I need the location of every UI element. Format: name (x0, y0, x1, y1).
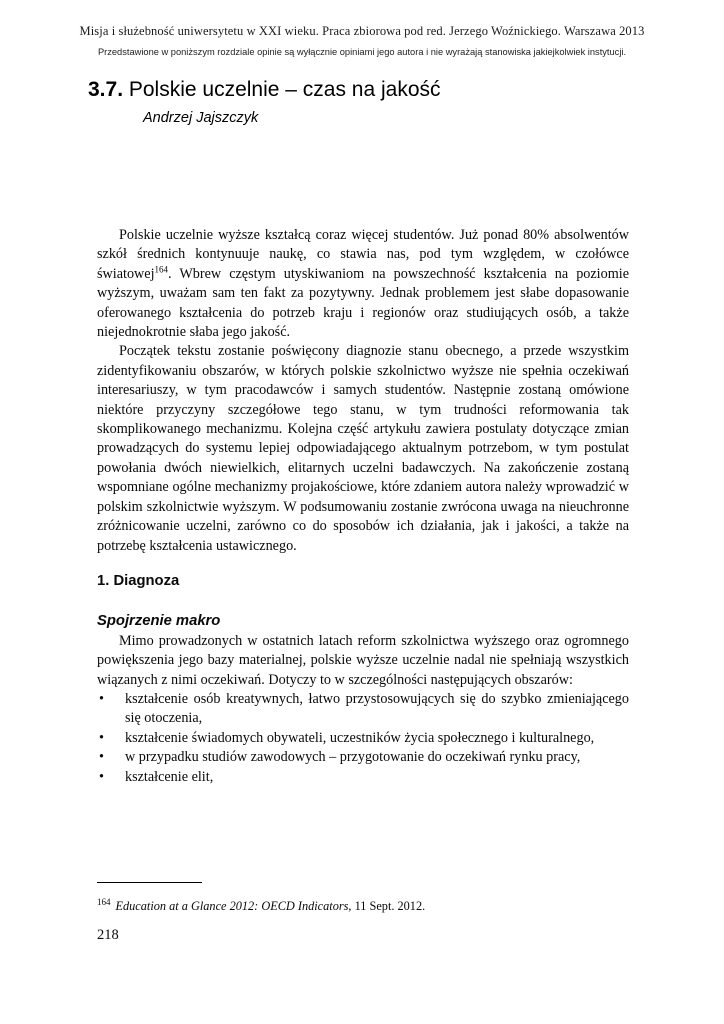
bullet-list (97, 690, 629, 787)
list-item-text: kształcenie osób kreatywnych, łatwo przystosowujących się do szybko zmieniającego się otoczenia, (125, 690, 629, 727)
paragraph-macro: Mimo prowadzonych w ostatnich latach reform szkolnictwa wyższego oraz ogromnego powiększenia jego bazy materialnej, polskie wyższe uczelnie nadal nie spełniają wszystkich wiązanych z nimi oczekiwań. Dotyczy to w szczególności następujących obszarów: (97, 632, 629, 688)
chapter-number: 3.7. (88, 78, 124, 101)
list-item-text: kształcenie elit, (125, 768, 214, 785)
list-item-text: kształcenie świadomych obywateli, uczestników życia społecznego i kulturalnego, (125, 729, 595, 746)
chapter-heading (88, 77, 630, 103)
author-name: Andrzej Jajszczyk (143, 110, 259, 126)
paragraph-1 (97, 226, 629, 342)
page-number: 218 (97, 927, 119, 944)
list-item (97, 690, 629, 729)
footnote-date: 11 Sept. 2012. (351, 899, 426, 914)
chapter-title: Polskie uczelnie – czas na jakość (123, 78, 441, 101)
bullet-icon: • (99, 729, 104, 746)
subsection-heading-spojrzenie-makro: Spojrzenie makro (97, 613, 221, 630)
bullet-icon: • (99, 749, 104, 766)
footnote-separator-rule (97, 882, 202, 883)
paragraph-2: Początek tekstu zostanie poświęcony diagnozie stanu obecnego, a przede wszystkim zidentyfikowaniu obszarów, w których polskie szkolnictwo wyższe nie spełnia oczekiwań interesariuszy, w tym pracodawców i samych studentów. Następnie zostaną omówione niektóre przyczyny szczegółowe tego stanu, w tym trudności reformowania tak skomplikowanego mechanizmu. Kolejna część artykułu zawiera postulaty dotyczące zmian prowadzących do systemu lepiej odpowiadającego aktualnym potrzebom, w tym postulat powołania dwóch niewielkich, elitarnych uczelni badawczych. Na zakończenie zostaną wspomniane ogólne mechanizmy projakościowe, które zdaniem autora należy wprowadzić w polskim szkolnictwie wyższym. W podsumowaniu zostanie zwrócona uwaga na nieuchronne zróżnicowanie uczelni, zarówno co do sposobów ich działania, jak i jakości, a także na potrzebę kształcenia ustawicznego. (97, 343, 629, 554)
section-heading-diagnoza: 1. Diagnoza (97, 572, 180, 589)
body-text-block (97, 226, 629, 787)
running-header: Misja i służebność uniwersytetu w XXI wieku. Praca zbiorowa pod red. Jerzego Woźnickiego. Warszawa 2013 (79, 24, 645, 38)
paragraph-1-text: Polskie uczelnie wyższe kształcą coraz więcej studentów. Już ponad 80% absolwentów szkół średnich kontynuuje naukę, co stawia nas, pod tym względem, w czołówce światowej (97, 227, 629, 282)
footnote-area (97, 882, 630, 944)
footnote-164 (97, 894, 630, 914)
list-item (97, 768, 629, 787)
paragraph-1-text-continued: . Wbrew częstym utyskiwaniom na powszechność kształcenia na poziomie wyższym, uważam sam ten fakt za pozytywny. Jednak problemem jest słabe dopasowanie oferowanego kształcenia do potrzeb kraju i regionów oraz studiujących osób, a także niejednokrotnie słaba jego jakość. (97, 265, 629, 341)
bullet-icon: • (99, 690, 104, 707)
footnote-marker: 164 (97, 897, 111, 907)
disclaimer-note: Przedstawione w poniższym rozdziale opinie są wyłącznie opiniami jego autora i nie wyrażają stanowiska jakiejkolwiek instytucji. (97, 47, 627, 57)
bullet-icon: • (99, 768, 104, 785)
list-item-text: w przypadku studiów zawodowych – przygotowanie do oczekiwań rynku pracy, (125, 749, 581, 766)
footnote-reference-164: 164 (154, 264, 169, 275)
footnote-source-title: Education at a Glance 2012: OECD Indicators, (115, 899, 352, 914)
list-item (97, 748, 629, 767)
list-item (97, 729, 629, 748)
